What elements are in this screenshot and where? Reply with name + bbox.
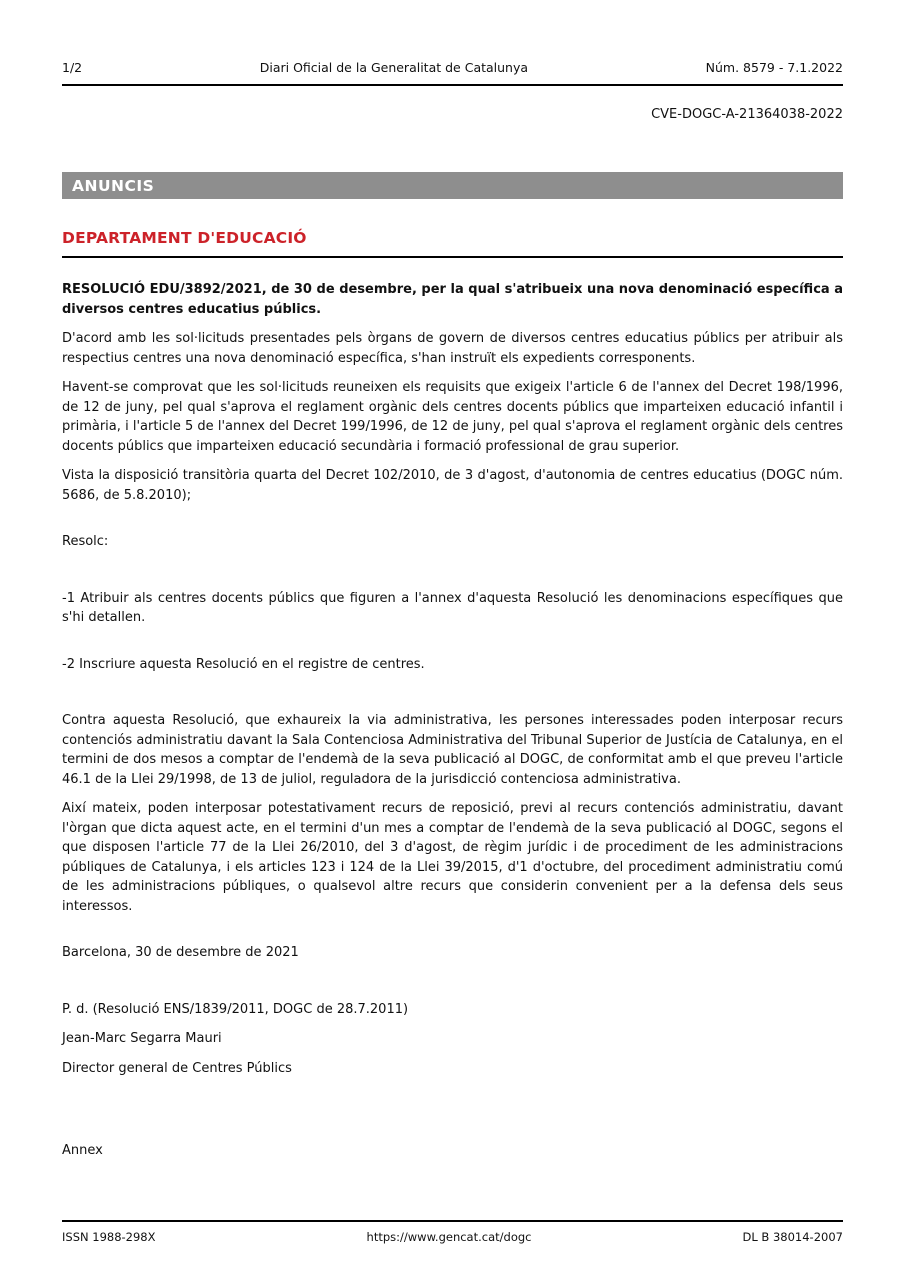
resolution-body — [62, 280, 843, 1161]
cve-code: CVE-DOGC-A-21364038-2022 — [651, 107, 843, 122]
section-banner-label: ANUNCIS — [72, 176, 155, 195]
page-footer — [62, 1220, 843, 1244]
resolve-label: Resolc: — [62, 534, 109, 549]
signer-name: Jean-Marc Segarra Mauri — [62, 1031, 222, 1046]
resolve-item-2: -2 Inscriure aquesta Resolució en el registre de centres. — [62, 656, 425, 672]
section-banner — [62, 172, 843, 199]
department-heading: DEPARTAMENT D'EDUCACIÓ — [62, 229, 307, 247]
issue-number: Núm. 8579 - 7.1.2022 — [705, 60, 843, 75]
paragraph-appeal-reposition: Així mateix, poden interposar potestativament recurs de reposició, previ al recurs contenciós administratiu, davant l'òrgan que dicta aquest acte, en el termini d'un mes a comptar de l'endemà de la seva publicació al DOGC, segons el que disposen l'article 77 de la Llei 26/2010, del 3 d'agost, de règim jurídic i de procediment de les administracions públiques de Catalunya, i els articles 123 i 124 de la Llei 39/2015, d'1 d'octubre, del procediment administratiu comú de les administracions públiques, o qualsevol altre recurs que considerin convenient per a la defensa dels seus interessos. — [62, 801, 843, 914]
page-header — [62, 60, 843, 75]
paragraph-requirements: Havent-se comprovat que les sol·licituds reuneixen els requisits que exigeix l'article 6 de l'annex del Decret 198/1996, de 12 de juny, pel qual s'aprova el reglament orgànic dels centres docents públics que imparteixen educació infantil i primària, i l'article 5 de l'annex del Decret 199/1996, de 12 de juny, pel qual s'aprova el reglament orgànic dels centres docents públics que imparteixen educació secundària i formació professional de grau superior. — [62, 380, 843, 454]
journal-title: Diari Oficial de la Generalitat de Catalunya — [259, 60, 529, 75]
paragraph-provision: Vista la disposició transitòria quarta del Decret 102/2010, de 3 d'agost, d'autonomia de centres educatius (DOGC núm. 5686, de 5.8.2010); — [62, 468, 843, 503]
delegation-line: P. d. (Resolució ENS/1839/2011, DOGC de 28.7.2011) — [62, 1001, 409, 1017]
issn-label: ISSN 1988-298X — [62, 1230, 156, 1244]
paragraph-agreement: D'acord amb les sol·licituds presentades pels òrgans de govern de diversos centres educatius públics per atribuir als respectius centres una nova denominació específica, s'han instruït els expedients corresponents. — [62, 331, 843, 366]
page-number: 1/2 — [62, 60, 83, 75]
signer-title: Director general de Centres Públics — [62, 1060, 292, 1076]
resolution-title: RESOLUCIÓ EDU/3892/2021, de 30 de desembre, per la qual s'atribueix una nova denominació específica a diversos centres educatius públics. — [62, 282, 843, 317]
deposit-label: DL B 38014-2007 — [742, 1230, 843, 1244]
resolve-item-1: -1 Atribuir als centres docents públics que figuren a l'annex d'aquesta Resolució les denominacions específiques que s'hi detallen. — [62, 590, 843, 625]
place-date-line: Barcelona, 30 de desembre de 2021 — [62, 945, 299, 960]
department-divider — [62, 256, 843, 258]
header-divider — [62, 84, 843, 86]
footer-url: https://www.gencat.cat/dogc — [366, 1230, 532, 1244]
annex-label: Annex — [62, 1143, 103, 1158]
paragraph-appeal-contentious: Contra aquesta Resolució, que exhaureix la via administrativa, les persones interessades poden interposar recurs contenciós administratiu davant la Sala Contenciosa Administrativa del Tribunal Superior de Justícia de Catalunya, en el termini de dos mesos a comptar de l'endemà de la seva publicació al DOGC, de conformitat amb el que preveu l'article 46.1 de la Llei 29/1998, de 13 de juliol, reguladora de la jurisdicció contenciosa administrativa. — [62, 713, 843, 787]
